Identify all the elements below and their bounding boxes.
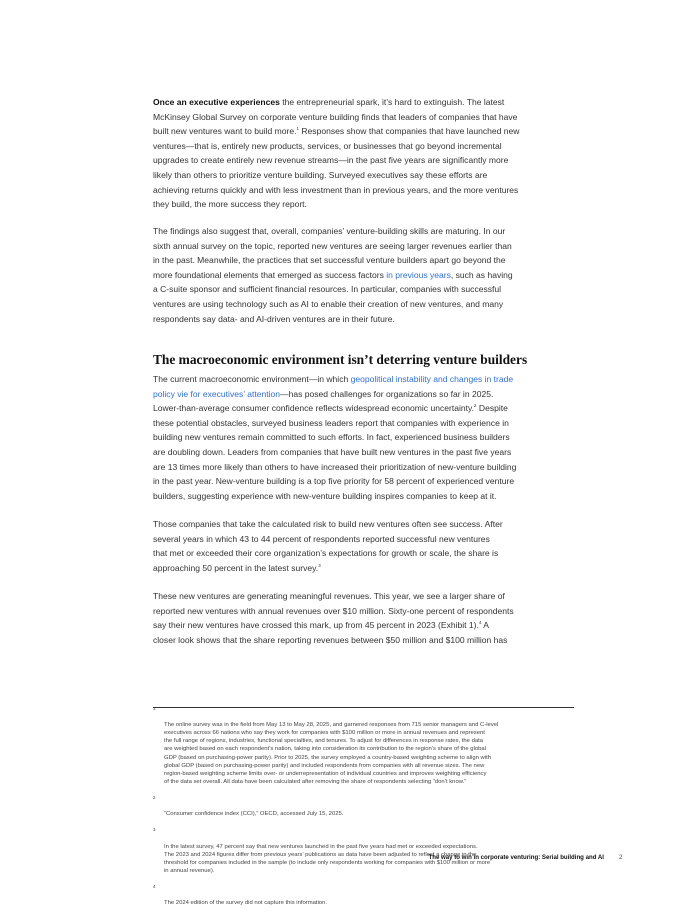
footnote-3: 3 In the latest survey, 47 percent say that new ventures launched in the past five years had met or exceeded expectations. The 2023 and 2024 figures differ from previous years’ publications as data have been adjusted to reflect a change in the threshold for companies included in the sample (to include only respondents working for companies with $100 million or more in annual revenue).	[153, 826, 491, 874]
paragraph-3: The current macroeconomic environment—in which geopolitical instability and changes in trade policy vie for executives’ attention—has posed challenges for organizations so far in 2025. Lower-than-average consumer confidence reflects widespread economic uncertainty.$^2$ Despite these potential obstacles, surveyed business leaders report that companies with experience in building new ventures remain committed to such efforts. In fact, experienced business builders are doubling down. Leaders from companies that have built new ventures in the past five years are 13 times more likely than others to have increased their prioritization of new-venture building in the past year. New-venture building is a top five priority for 58 percent of experienced venture builders, suggesting experience with new-venture building inspires companies to keep at it.	[153, 374, 517, 501]
footnote-ref-3[interactable]: 3	[318, 562, 321, 568]
footnote-2: 2 “Consumer confidence index (CCI),” OECD, accessed July 15, 2025.	[153, 794, 344, 818]
footnote-ref-2[interactable]: 2	[474, 403, 477, 409]
footnote-4: 4 The 2024 edition of the survey did not capture this information.	[153, 883, 328, 907]
footnotes	[153, 707, 578, 915]
paragraph-4: Those companies that take the calculated risk to build new ventures often see success. After several years in which 43 to 44 percent of respondents reported successful new ventures that met or exceeded their core organization’s expectations for growth or scale, the share is approaching 50 percent in the latest survey.$^3$	[153, 519, 503, 573]
footnote-ref-4[interactable]: 4	[478, 620, 482, 626]
page-number: 2	[619, 854, 623, 861]
section-heading: The macroeconomic environment isn’t deterring venture builders	[153, 352, 528, 367]
paragraph-5: These new ventures are generating meaningful revenues. This year, we see a larger share of reported new ventures with annual revenues over $10 million. Sixty-one percent of respondents say their new ventures have crossed this mark, up from 45 percent in 2023 (Exhibit 1).$^4$ A closer look shows that the share reporting revenues between $50 million and $100 million has	[153, 591, 514, 645]
footnote-ref-1[interactable]: 1	[296, 126, 299, 132]
geopolitical-instability-link[interactable]: geopolitical instability and changes in trade policy vie for executives’ attention	[153, 374, 514, 399]
section-heading-wrap	[153, 352, 573, 368]
paragraph-1: Once an executive experiences the entrepreneurial spark, it’s hard to extinguish. The latest McKinsey Global Survey on corporate venture building finds that leaders of companies that have built new ventures want to build more.$^1$ Responses show that companies that have launched new ventures—that is, entirely new products, services, or businesses that go beyond incremental upgrades to create entirely new revenue streams—in the past five years are significantly more likely than others to prioritize venture building. Surveyed executives say these efforts are achieving returns quickly and with less investment than in previous years, and the more ventures they build, the more success they report.	[153, 97, 520, 210]
previous-years-link[interactable]: in previous years	[386, 269, 451, 280]
footer-report-title: The way to win in corporate venturing: Serial building and AI	[428, 854, 604, 861]
paragraph-2: The findings also suggest that, overall, companies’ venture-building skills are maturing. In our sixth annual survey on the topic, reported new ventures are seeing larger revenues earlier than in the past. Meanwhile, the practices that set successful venture builders apart go beyond the more foundational elements that emerged as success factors in previous years, such as having a C-suite sponsor and sufficient financial resources. In particular, companies with successful ventures are using technology such as AI to enable their creation of new ventures, and many respondents say data- and AI-driven ventures are in their future.	[153, 226, 513, 324]
lead-in-bold: Once an executive experiences	[153, 97, 280, 107]
footnote-1: 1 The online survey was in the field from May 13 to May 28, 2025, and garnered responses from 715 senior managers and C-level executives across 66 nations who say they work for companies with $100 million or more in annual revenues and represent the full range of regions, industries, functional specialties, and tenures. To adjust for differences in response rates, the data are weighted based on each respondent’s nation, taking into consideration its contribution to the region’s share of the global GDP (based on purchasing-power parity). Prior to 2025, the survey employed a country-based weighting scheme to align with global GDP (based on purchasing-power parity) and included respondents from companies with all revenue sizes. The new region-based weighting scheme limits over- or underrepresentation of individual countries and improves weighting efficiency of the data set overall. All data have been calculated after removing the share of respondents selecting “don’t know.”	[153, 705, 499, 785]
